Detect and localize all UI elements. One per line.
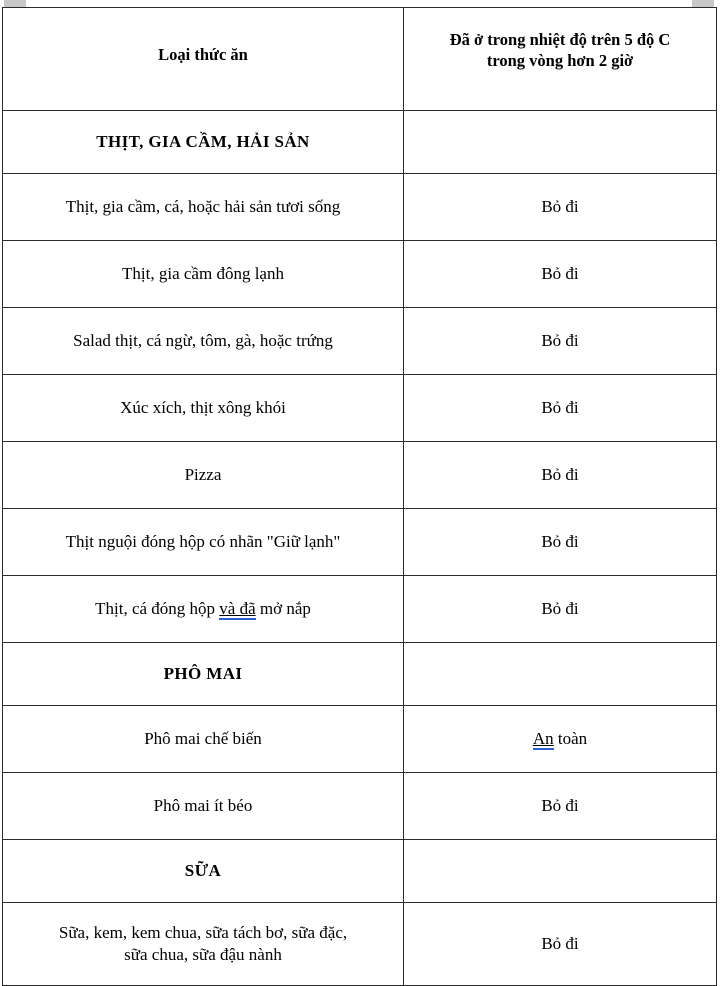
food-rule xyxy=(404,706,717,773)
column-header-rule-line2: trong vòng hơn 2 giờ xyxy=(486,51,634,70)
food-rule: Bỏ đi xyxy=(404,174,717,241)
food-name xyxy=(3,903,404,986)
food-name xyxy=(3,576,404,643)
section-rule-meat xyxy=(404,111,717,174)
section-row-dairy xyxy=(3,840,717,903)
table-row xyxy=(3,375,717,442)
food-name: Phô mai chế biến xyxy=(3,706,404,773)
table-header-row xyxy=(3,8,717,111)
food-name: Salad thịt, cá ngừ, tôm, gà, hoặc trứng xyxy=(3,308,404,375)
food-name-line1: Sữa, kem, kem chua, sữa tách bơ, sữa đặc, xyxy=(58,922,348,942)
section-row-cheese xyxy=(3,643,717,706)
food-rule: Bỏ đi xyxy=(404,308,717,375)
food-name: Xúc xích, thịt xông khói xyxy=(3,375,404,442)
grammar-marked-text: và đã xyxy=(219,598,256,618)
food-name-suffix: mở nắp xyxy=(255,598,311,618)
food-rule-suffix: toàn xyxy=(553,728,588,748)
section-title-cheese: PHÔ MAI xyxy=(3,643,404,706)
column-header-rule-line1: Đã ở trong nhiệt độ trên 5 độ C xyxy=(449,29,671,49)
table-row xyxy=(3,308,717,375)
column-header-rule xyxy=(404,8,717,111)
section-title-meat: THỊT, GIA CẦM, HẢI SẢN xyxy=(3,111,404,174)
food-name: Thịt, gia cầm đông lạnh xyxy=(3,241,404,308)
column-header-food: Loại thức ăn xyxy=(3,8,404,111)
food-rule: Bỏ đi xyxy=(404,773,717,840)
table-row xyxy=(3,442,717,509)
food-safety-table xyxy=(2,7,717,986)
food-rule: Bỏ đi xyxy=(404,375,717,442)
food-name: Thịt, gia cầm, cá, hoặc hải sản tươi sống xyxy=(3,174,404,241)
section-row-meat xyxy=(3,111,717,174)
table-row xyxy=(3,706,717,773)
food-rule: Bỏ đi xyxy=(404,241,717,308)
section-title-dairy: SỮA xyxy=(3,840,404,903)
section-rule-cheese xyxy=(404,643,717,706)
food-rule: Bỏ đi xyxy=(404,576,717,643)
food-name-line2: sữa chua, sữa đậu nành xyxy=(124,945,282,964)
food-name-prefix: Thịt, cá đóng hộp xyxy=(95,598,220,618)
table-row xyxy=(3,241,717,308)
food-rule: Bỏ đi xyxy=(404,903,717,986)
food-rule: Bỏ đi xyxy=(404,509,717,576)
food-rule: Bỏ đi xyxy=(404,442,717,509)
food-name: Pizza xyxy=(3,442,404,509)
section-rule-dairy xyxy=(404,840,717,903)
table-row xyxy=(3,903,717,986)
table-row xyxy=(3,174,717,241)
table-row xyxy=(3,576,717,643)
grammar-marked-text: An xyxy=(532,728,554,748)
food-name: Phô mai ít béo xyxy=(3,773,404,840)
table-row xyxy=(3,773,717,840)
table-row xyxy=(3,509,717,576)
document-sheet xyxy=(2,7,716,986)
food-name: Thịt nguội đóng hộp có nhãn "Giữ lạnh" xyxy=(3,509,404,576)
